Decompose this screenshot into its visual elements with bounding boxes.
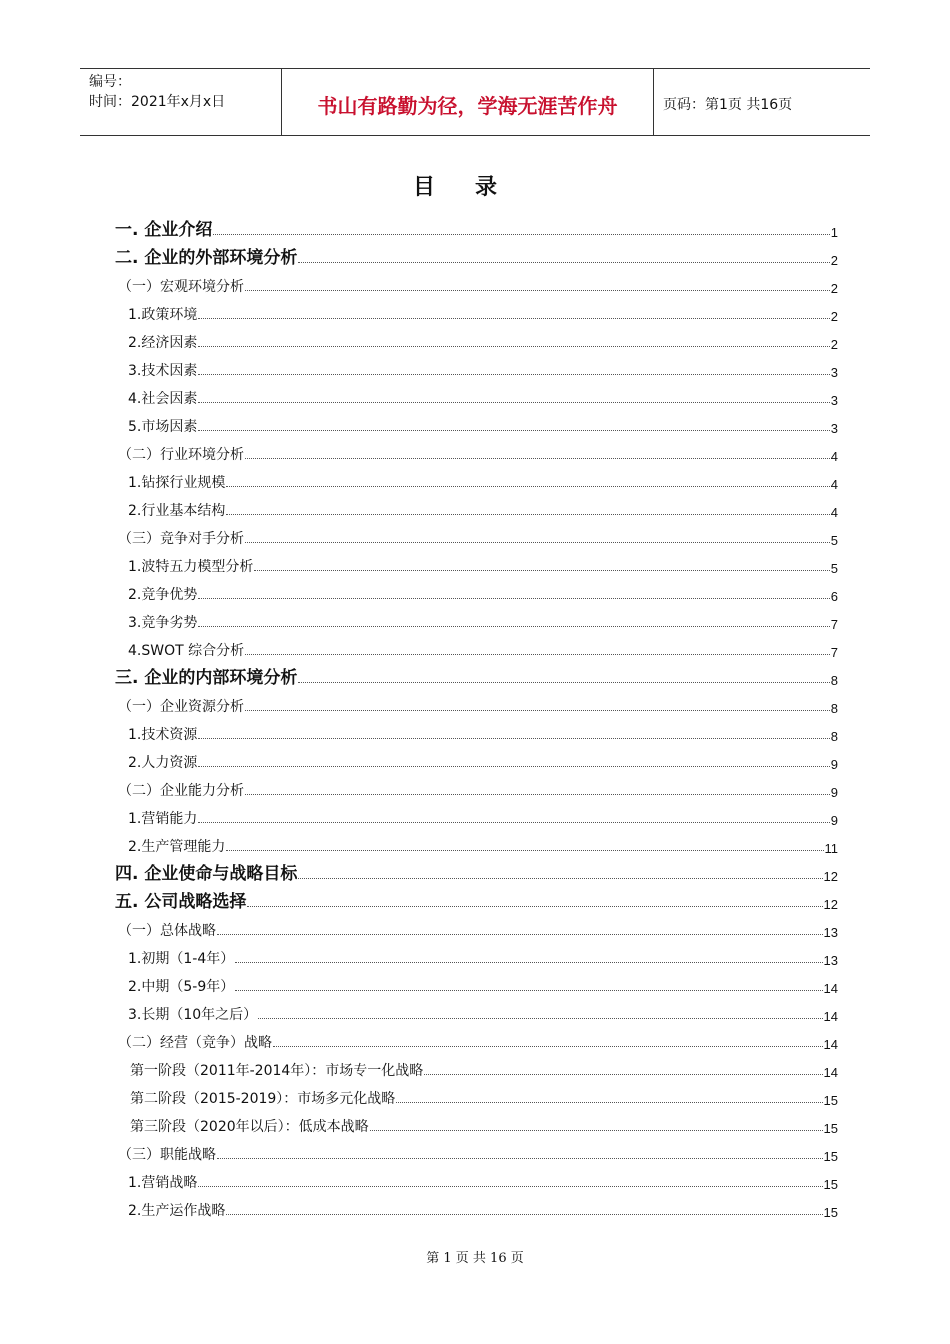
toc-entry-label: （三）竞争对手分析 <box>118 531 244 547</box>
toc-leader-dots <box>424 1073 822 1075</box>
toc-entry[interactable] <box>113 1080 838 1108</box>
toc-entry-page: 14 <box>823 1065 838 1080</box>
toc-leader-dots <box>198 401 829 403</box>
toc-leader-dots <box>298 681 829 683</box>
toc-leader-dots <box>298 877 822 879</box>
toc-leader-dots <box>245 541 830 543</box>
toc-leader-dots <box>396 1101 822 1103</box>
toc-entry-page: 14 <box>823 1037 838 1052</box>
toc-entry[interactable] <box>113 576 838 604</box>
toc-entry-label: 1.技术资源 <box>128 727 198 743</box>
toc-leader-dots <box>235 961 822 963</box>
toc-entry-page: 15 <box>823 1121 838 1136</box>
toc-leader-dots <box>198 345 829 347</box>
toc-entry-label: 二. 企业的外部环境分析 <box>115 248 298 268</box>
toc-leader-dots <box>226 485 829 487</box>
toc-entry-page: 3 <box>830 393 838 408</box>
toc-leader-dots <box>258 1017 822 1019</box>
toc-entry-page: 7 <box>830 617 838 632</box>
page-footer: 第 1 页 共 16 页 <box>426 1251 524 1266</box>
toc-leader-dots <box>226 849 823 851</box>
toc-entry[interactable] <box>113 716 838 744</box>
toc-entry[interactable] <box>113 436 838 464</box>
toc-entry[interactable] <box>113 996 838 1024</box>
toc-entry-page: 4 <box>830 449 838 464</box>
toc-leader-dots <box>254 569 829 571</box>
toc-leader-dots <box>245 653 830 655</box>
toc-leader-dots <box>298 261 829 263</box>
toc-entry-page: 14 <box>823 1009 838 1024</box>
toc-entry[interactable] <box>113 548 838 576</box>
toc-leader-dots <box>198 737 829 739</box>
toc-entry-page: 3 <box>830 421 838 436</box>
toc-entry-page: 6 <box>830 589 838 604</box>
toc-entry[interactable] <box>113 940 838 968</box>
toc-entry[interactable] <box>113 660 838 688</box>
toc-entry-label: 四. 企业使命与战略目标 <box>115 864 298 884</box>
toc-entry[interactable] <box>113 296 838 324</box>
toc-entry[interactable] <box>113 380 838 408</box>
toc-entry[interactable] <box>113 212 838 240</box>
toc-entry[interactable] <box>113 464 838 492</box>
toc-leader-dots <box>247 905 822 907</box>
toc-entry-page: 4 <box>830 505 838 520</box>
toc-entry-page: 3 <box>830 365 838 380</box>
toc-leader-dots <box>226 513 829 515</box>
toc-entry-page: 14 <box>823 981 838 996</box>
toc-entry-page: 2 <box>830 337 838 352</box>
toc-leader-dots <box>198 1185 822 1187</box>
toc-entry-label: 1.营销能力 <box>128 811 198 827</box>
header-number-label: 编号： <box>89 74 131 90</box>
table-of-contents <box>113 212 838 1220</box>
toc-entry-page: 15 <box>823 1177 838 1192</box>
header-page-info: 页码：第1页 共16页 <box>663 97 793 113</box>
toc-leader-dots <box>198 821 829 823</box>
toc-entry-page: 9 <box>830 813 838 828</box>
toc-entry-page: 4 <box>830 477 838 492</box>
toc-entry-label: 5.市场因素 <box>128 419 198 435</box>
toc-leader-dots <box>235 989 822 991</box>
toc-entry-label: 1.政策环境 <box>128 307 198 323</box>
toc-entry-label: 五. 公司战略选择 <box>115 892 247 912</box>
toc-entry[interactable] <box>113 1024 838 1052</box>
toc-entry[interactable] <box>113 324 838 352</box>
toc-entry[interactable] <box>113 268 838 296</box>
toc-leader-dots <box>370 1129 823 1131</box>
toc-entry-label: 第三阶段（2020年以后）：低成本战略 <box>130 1119 369 1135</box>
toc-entry-label: 2.行业基本结构 <box>128 503 226 519</box>
toc-entry-label: 一. 企业介绍 <box>115 220 213 240</box>
toc-entry-page: 5 <box>830 561 838 576</box>
toc-entry[interactable] <box>113 856 838 884</box>
toc-entry-page: 13 <box>823 953 838 968</box>
toc-entry-page: 15 <box>823 1093 838 1108</box>
toc-leader-dots <box>198 597 829 599</box>
toc-entry[interactable] <box>113 772 838 800</box>
toc-entry-label: （一）企业资源分析 <box>118 699 244 715</box>
toc-entry-page: 5 <box>830 533 838 548</box>
toc-leader-dots <box>198 373 829 375</box>
toc-entry-page: 15 <box>823 1149 838 1164</box>
toc-entry-label: 1.波特五力模型分析 <box>128 559 254 575</box>
toc-entry[interactable] <box>113 604 838 632</box>
toc-entry-label: 三. 企业的内部环境分析 <box>115 668 298 688</box>
toc-entry-label: （三）职能战略 <box>118 1147 216 1163</box>
toc-leader-dots <box>217 1157 823 1159</box>
toc-entry[interactable] <box>113 240 838 268</box>
toc-entry-page: 2 <box>830 309 838 324</box>
toc-entry-label: 3.竞争劣势 <box>128 615 198 631</box>
toc-entry-page: 8 <box>830 673 838 688</box>
toc-leader-dots <box>245 709 830 711</box>
toc-entry[interactable] <box>113 1136 838 1164</box>
toc-entry[interactable] <box>113 800 838 828</box>
toc-entry-page: 2 <box>830 281 838 296</box>
toc-leader-dots <box>273 1045 823 1047</box>
toc-leader-dots <box>198 765 829 767</box>
toc-entry-page: 12 <box>823 897 838 912</box>
toc-entry-label: 1.营销战略 <box>128 1175 198 1191</box>
toc-entry-label: 第二阶段（2015-2019）：市场多元化战略 <box>130 1091 396 1107</box>
toc-entry-page: 2 <box>830 253 838 268</box>
toc-leader-dots <box>245 457 830 459</box>
toc-entry-page: 9 <box>830 785 838 800</box>
header-date-label: 时间：2021年x月x日 <box>89 94 226 110</box>
toc-entry[interactable] <box>113 1108 838 1136</box>
toc-entry[interactable] <box>113 884 838 912</box>
document-header <box>80 68 870 136</box>
toc-entry-label: （二）行业环境分析 <box>118 447 244 463</box>
toc-leader-dots <box>198 429 829 431</box>
toc-leader-dots <box>198 625 829 627</box>
toc-entry-label: 2.中期（5-9年） <box>128 979 235 995</box>
toc-entry[interactable] <box>113 1192 838 1220</box>
toc-leader-dots <box>245 289 830 291</box>
toc-entry[interactable] <box>113 352 838 380</box>
toc-entry-label: （二）企业能力分析 <box>118 783 244 799</box>
toc-entry-label: （一）总体战略 <box>118 923 216 939</box>
toc-entry-page: 13 <box>823 925 838 940</box>
toc-entry-label: （二）经营（竞争）战略 <box>118 1035 272 1051</box>
header-meta <box>80 69 282 135</box>
toc-entry-label: 2.人力资源 <box>128 755 198 771</box>
toc-leader-dots <box>198 317 829 319</box>
toc-entry-label: 2.竞争优势 <box>128 587 198 603</box>
toc-entry-page: 8 <box>830 729 838 744</box>
toc-entry[interactable] <box>113 912 838 940</box>
toc-entry-label: 2.生产运作战略 <box>128 1203 226 1219</box>
toc-entry[interactable] <box>113 408 838 436</box>
toc-entry-page: 11 <box>824 841 838 856</box>
toc-entry-label: （一）宏观环境分析 <box>118 279 244 295</box>
toc-leader-dots <box>226 1213 822 1215</box>
toc-leader-dots <box>217 933 823 935</box>
toc-entry-label: 4.社会因素 <box>128 391 198 407</box>
toc-entry[interactable] <box>113 492 838 520</box>
header-motto: 书山有路勤为径，学海无涯苦作舟 <box>282 69 654 135</box>
toc-entry[interactable] <box>113 744 838 772</box>
toc-leader-dots <box>213 233 829 235</box>
toc-entry-label: 2.生产管理能力 <box>128 839 226 855</box>
toc-entry[interactable] <box>113 828 838 856</box>
toc-entry-label: 3.长期（10年之后） <box>128 1007 258 1023</box>
toc-leader-dots <box>245 793 830 795</box>
toc-entry-label: 1.初期（1-4年） <box>128 951 235 967</box>
toc-entry-page: 7 <box>830 645 838 660</box>
toc-entry-label: 第一阶段（2011年-2014年）：市场专一化战略 <box>130 1063 424 1079</box>
toc-entry[interactable] <box>113 1164 838 1192</box>
toc-entry-label: 4.SWOT 综合分析 <box>128 643 245 659</box>
toc-entry-page: 15 <box>823 1205 838 1220</box>
toc-entry-page: 12 <box>823 869 838 884</box>
toc-entry[interactable] <box>113 688 838 716</box>
toc-entry-label: 1.钻探行业规模 <box>128 475 226 491</box>
toc-entry[interactable] <box>113 520 838 548</box>
toc-title: 目录 <box>412 174 537 200</box>
toc-entry[interactable] <box>113 968 838 996</box>
toc-entry-page: 9 <box>830 757 838 772</box>
toc-entry-label: 3.技术因素 <box>128 363 198 379</box>
toc-entry-page: 8 <box>830 701 838 716</box>
toc-entry[interactable] <box>113 632 838 660</box>
toc-entry-label: 2.经济因素 <box>128 335 198 351</box>
toc-entry-page: 1 <box>830 225 838 240</box>
toc-entry[interactable] <box>113 1052 838 1080</box>
